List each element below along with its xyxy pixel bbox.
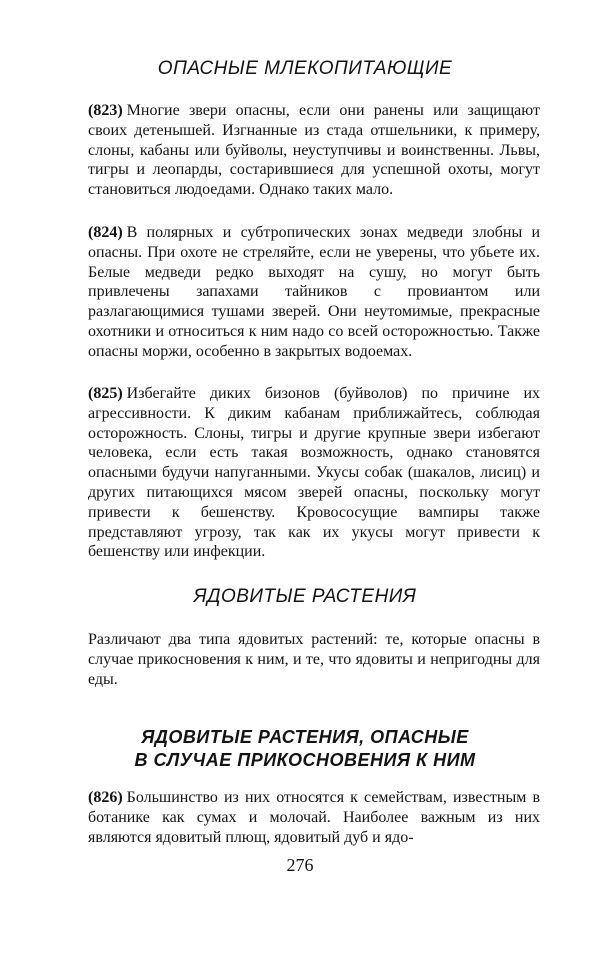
paragraph-text: Избегайте диких бизонов (буйволов) по причине их агрессивности. К диким кабанам приближайтесь, соблюдая осторожность. Слоны, тигры и другие крупные звери избегают человека, если есть такая возможность, однако становятся опасными будучи напуганными. Укусы собак (шакалов, лисиц) и других питающихся мясом зверей опасны, поскольку могут привести к бешенству. Кровососущие вампиры также представляют угрозу, так как их укусы могут привести к бешенству или инфекции. [88,385,540,561]
section-heading-poisonous-plants: ЯДОВИТЫЕ РАСТЕНИЯ [193,586,417,607]
paragraph-text: Многие звери опасны, если они ранены или защищают своих детенышей. Изгнанные из стада отшельники, к примеру, слоны, кабаны или буйволы, неуступчивы и воинственны. Львы, тигры и леопарды, состарившиеся для успешной охоты, могут становиться людоедами. Однако таких мало. [88,102,540,199]
paragraph-823 [88,101,540,200]
paragraph-number: (823) [88,102,123,119]
subsection-heading-line-1: ЯДОВИТЫЕ РАСТЕНИЯ, ОПАСНЫЕ [141,727,469,747]
section-heading-dangerous-mammals: ОПАСНЫЕ МЛЕКОПИТАЮЩИЕ [157,58,453,79]
paragraph-824 [88,223,540,362]
paragraph-plants-intro: Различают два типа ядовитых растений: те, которые опасны в случае прикосновения к ним, и те, что ядовиты и непригодны для еды. [88,631,540,688]
paragraph-text: Большинство из них относятся к семействам, известным в ботанике как сумах и молочай. Наиболее важным из них являются ядовитый плющ, ядовитый дуб и ядо- [88,789,540,846]
paragraph-825 [88,384,540,562]
paragraph-text: В полярных и субтропических зонах медведи злобны и опасны. При охоте не стреляйте, если не уверены, что убьете их. Белые медведи редко выходят на сушу, но могут быть привлечены запахами тайников с провиантом или разлагающимися тушами зверей. Они неутомимые, прекрасные охотники и относиться к ним надо со всей осторожностью. Также опасны моржи, особенно в закрытых водоемах. [88,224,540,360]
page-number: 276 [286,855,314,875]
paragraph-826 [88,788,540,847]
paragraph-number: (826) [88,789,123,806]
paragraph-number: (824) [88,224,123,241]
paragraph-number: (825) [88,385,123,402]
subsection-heading-line-2: В СЛУЧАЕ ПРИКОСНОВЕНИЯ К НИМ [134,750,476,770]
